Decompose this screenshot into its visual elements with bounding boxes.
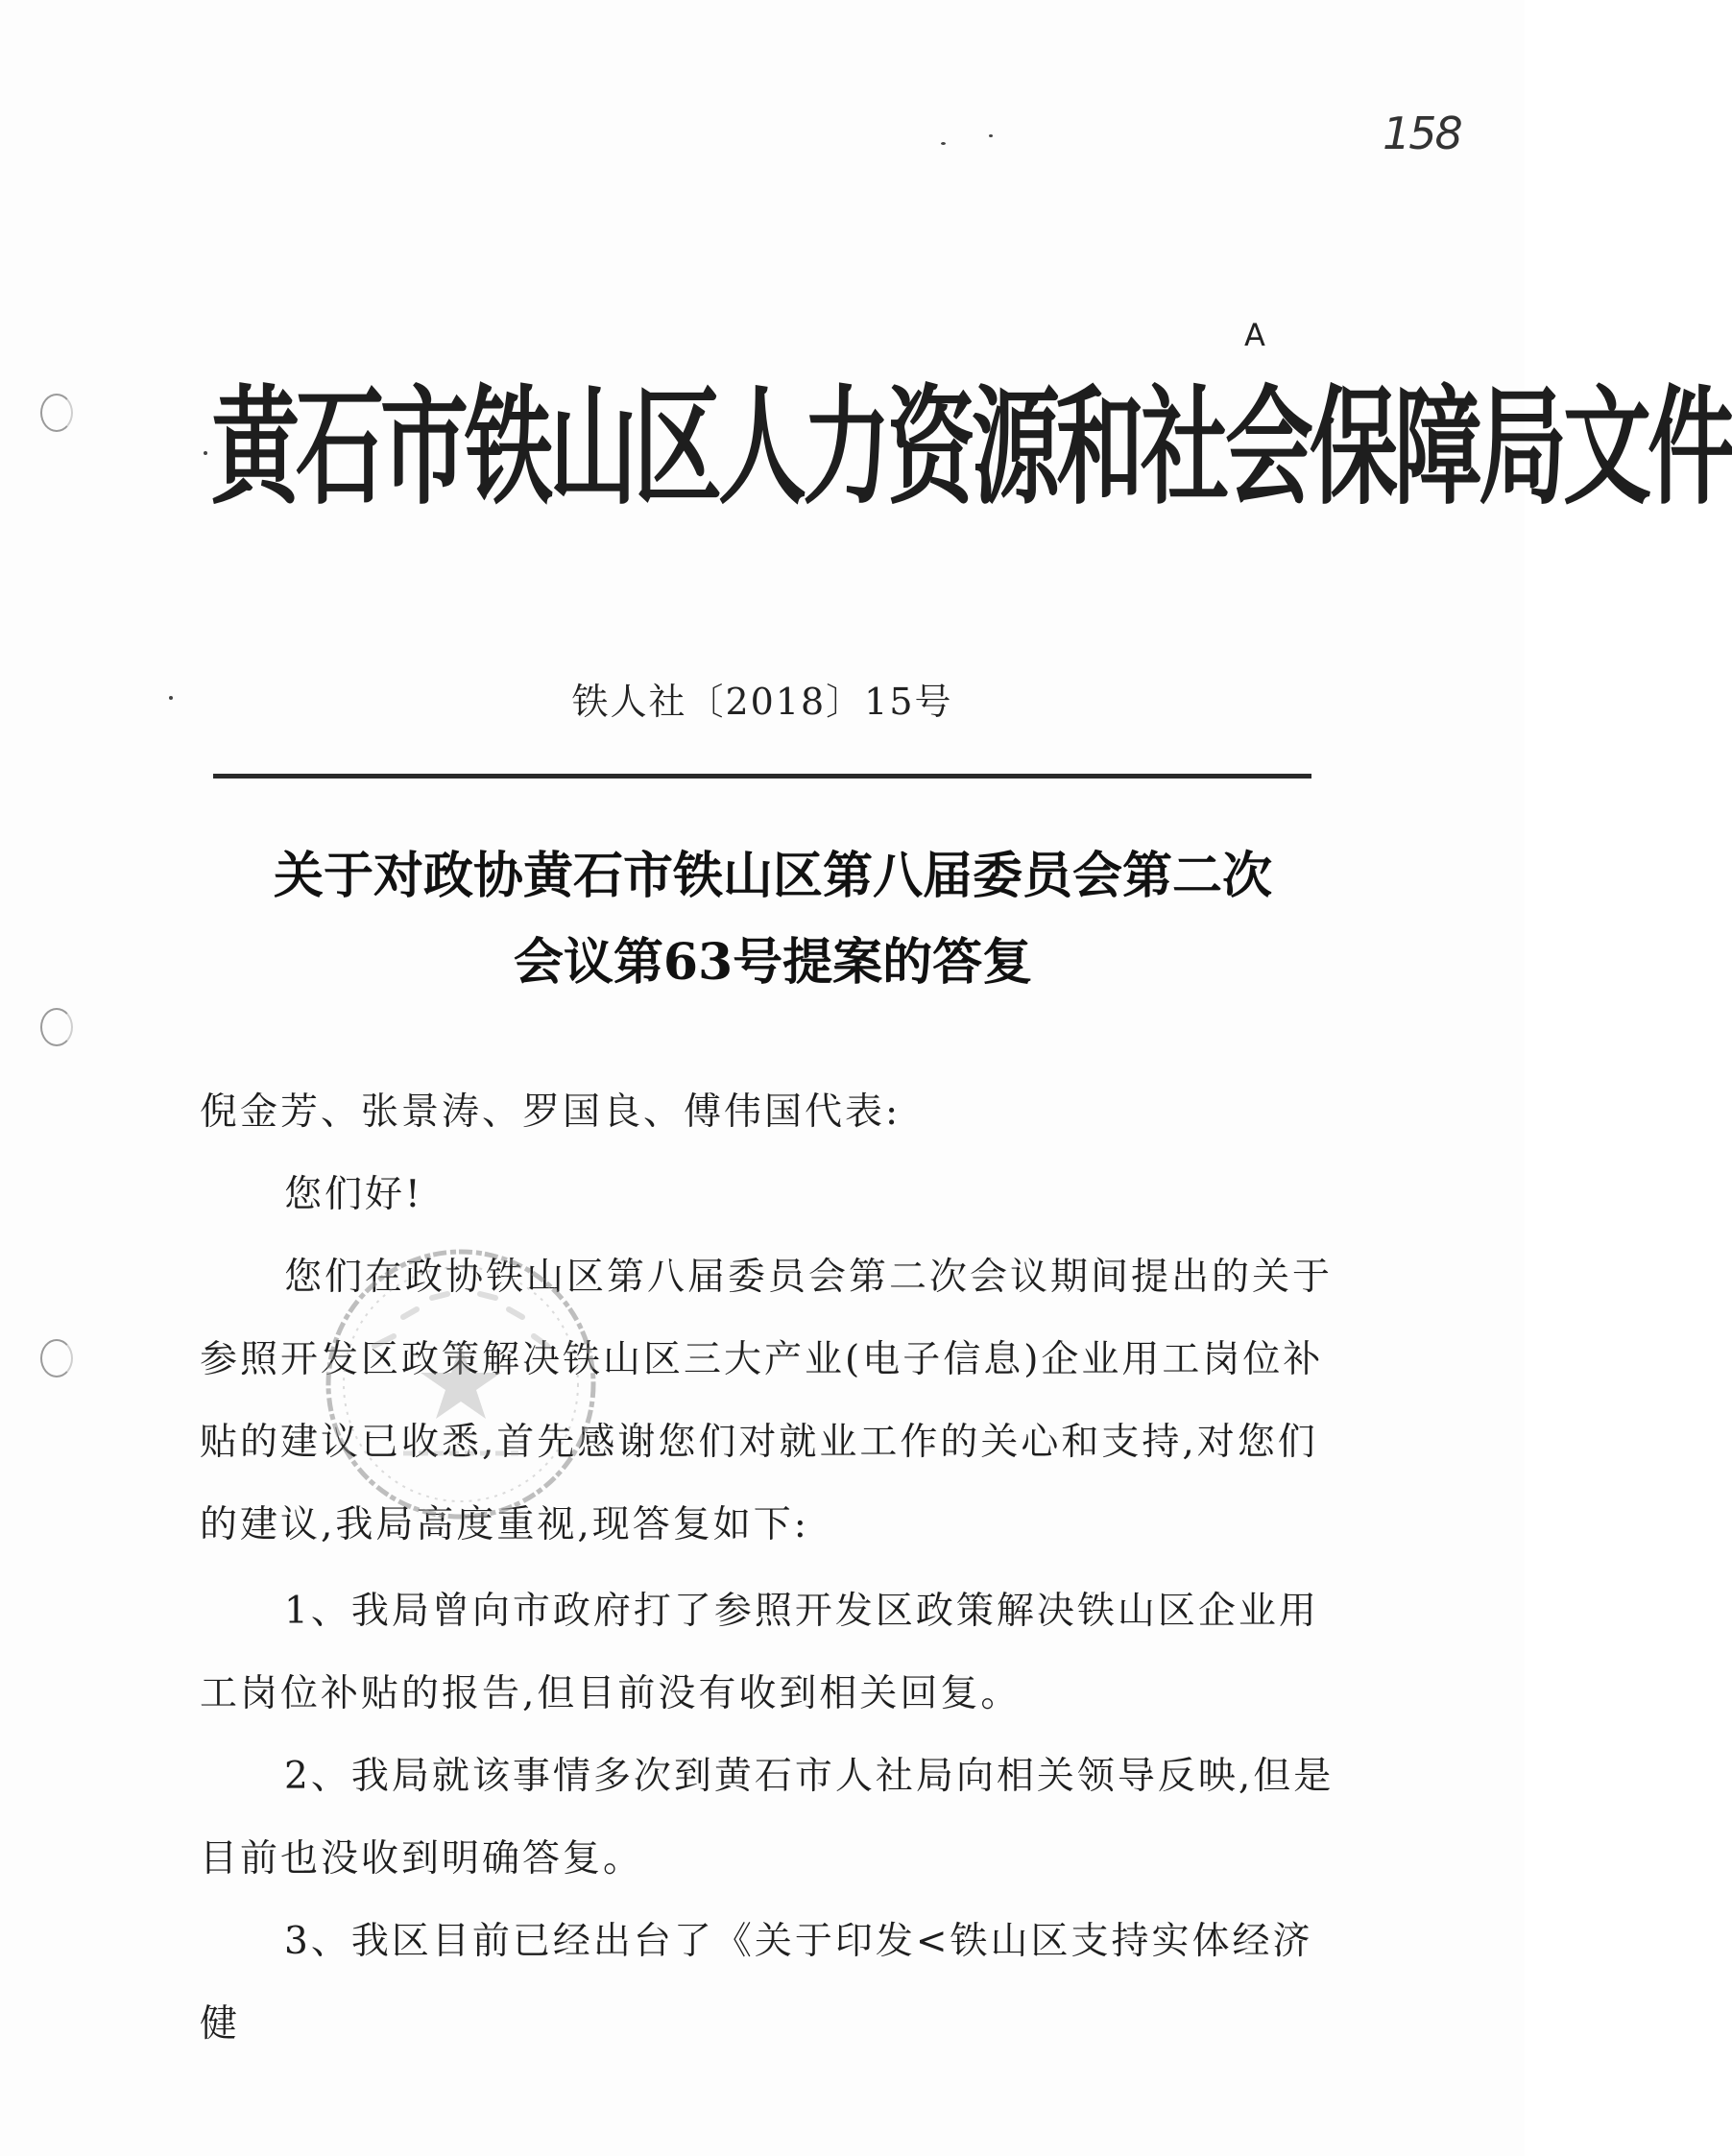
- document-number: 铁人社〔2018〕15号: [571, 681, 953, 723]
- official-seal-icon: [317, 1240, 605, 1528]
- intro-paragraph: 您们在政协铁山区第八届委员会第二次会议期间提出的关于参照开发区政策解决铁山区三大产业(电子信息)企业用工岗位补贴的建议已收悉,首先感谢您们对就业工作的关心和支持,对您们的建议,我局高度重视,现答复如下:: [200, 1256, 1334, 1546]
- binder-hole-middle: [40, 1008, 73, 1046]
- header-divider: [213, 774, 1311, 779]
- document-subject: [182, 833, 1363, 1006]
- reply-item-1: 1、我局曾向市政府打了参照开发区政策解决铁山区企业用工岗位补贴的报告,但目前没有收到相关回复。: [200, 1590, 1319, 1715]
- subject-line-2: 会议第63号提案的答复: [513, 933, 1033, 992]
- binder-hole-bottom: [40, 1339, 73, 1377]
- scan-speck: [941, 142, 946, 145]
- issuing-office-title: 黄石市铁山区人力资源和社会保障局文件: [211, 371, 1732, 523]
- reply-item-2: 2、我局就该事情多次到黄石市人社局向相关领导反映,但是目前也没收到明确答复。: [200, 1755, 1335, 1881]
- reply-item-3: 3、我区目前已经出台了《关于印发<铁山区支持实体经济健: [200, 1920, 1313, 2046]
- scan-speck: [989, 134, 993, 137]
- scan-speck: [204, 451, 207, 455]
- binder-hole-top: [40, 394, 73, 432]
- handwritten-page-number: 158: [1383, 108, 1461, 159]
- greeting: 您们好!: [284, 1173, 423, 1216]
- salutation: 倪金芳、张景涛、罗国良、傅伟国代表:: [200, 1090, 902, 1134]
- subject-line-1: 关于对政协黄石市铁山区第八届委员会第二次: [273, 847, 1272, 905]
- handwritten-mark: A: [1244, 317, 1265, 353]
